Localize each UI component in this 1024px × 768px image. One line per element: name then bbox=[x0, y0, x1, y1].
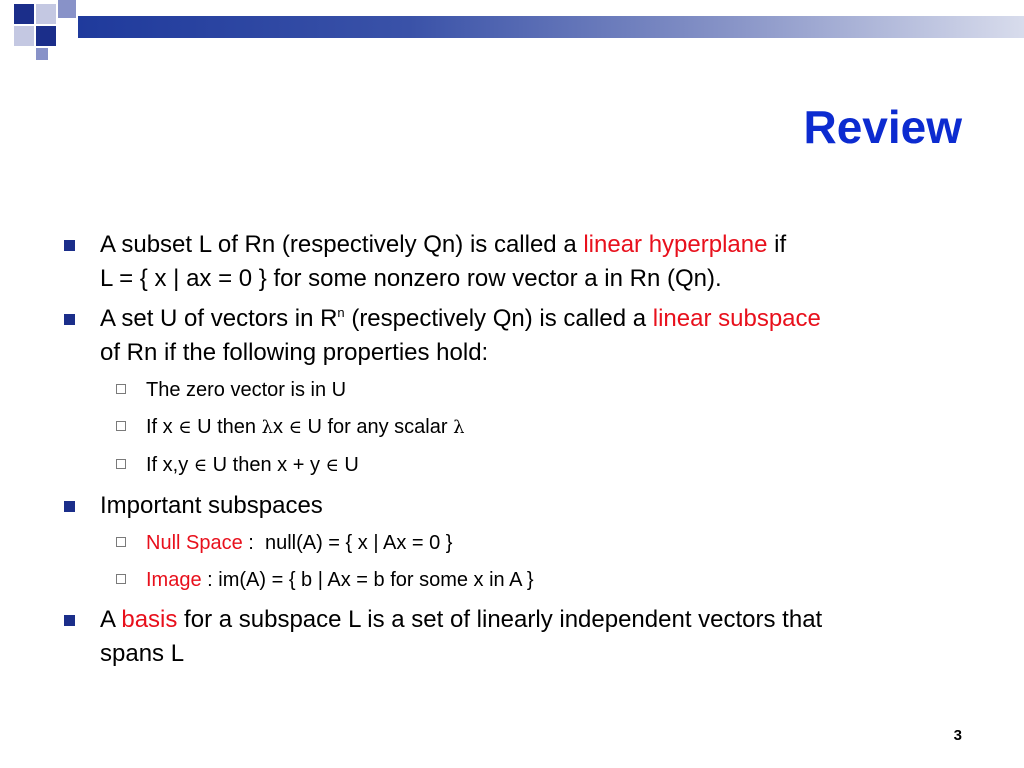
subitem-text: If x bbox=[146, 416, 179, 438]
term-linear-hyperplane: linear hyperplane bbox=[583, 231, 768, 258]
subitem-scalar-closure bbox=[62, 413, 972, 442]
header-decoration bbox=[0, 0, 1024, 70]
square-bullet-icon bbox=[64, 240, 75, 251]
slide-title: Review bbox=[803, 101, 962, 153]
element-of-symbol: ∈ bbox=[288, 417, 302, 438]
term-null-space: Null Space bbox=[146, 532, 243, 554]
square-bullet-icon bbox=[64, 314, 75, 325]
square-bullet-icon bbox=[64, 615, 75, 626]
bullet-text: for a subspace L is a set of linearly independent vectors that bbox=[177, 606, 823, 633]
hollow-square-bullet-icon bbox=[116, 537, 126, 547]
bullet-subspace bbox=[62, 302, 972, 370]
term-linear-subspace: linear subspace bbox=[652, 305, 821, 332]
page-number: 3 bbox=[953, 727, 962, 744]
subitem-text: U then x + y bbox=[207, 454, 326, 476]
bullet-text-line2: spans L bbox=[100, 640, 185, 667]
superscript-n: n bbox=[337, 305, 345, 320]
deco-square bbox=[36, 48, 48, 60]
deco-square bbox=[14, 26, 34, 46]
deco-square bbox=[58, 0, 76, 18]
hollow-square-bullet-icon bbox=[116, 384, 126, 394]
subitem-text: U bbox=[338, 454, 359, 476]
subitem-text: : im(A) = { b | Ax = b for some x in A } bbox=[201, 569, 534, 591]
square-bullet-icon bbox=[64, 501, 75, 512]
lambda-symbol: λ bbox=[453, 417, 465, 438]
bullet-important-subspaces bbox=[62, 489, 972, 523]
bullet-hyperplane bbox=[62, 228, 972, 296]
deco-square bbox=[36, 26, 56, 46]
bullet-basis bbox=[62, 603, 972, 671]
hollow-square-bullet-icon bbox=[116, 421, 126, 431]
subitem-text: : null(A) = { x | Ax = 0 } bbox=[242, 532, 453, 554]
subitem-text: U then bbox=[191, 416, 262, 438]
bullet-text: A set U of vectors in R bbox=[100, 305, 338, 332]
bullet-text: A bbox=[100, 606, 122, 633]
term-basis: basis bbox=[121, 606, 178, 633]
bullet-text: (respectively Qn) is called a bbox=[344, 305, 653, 332]
bullet-text-line2: L = { x | ax = 0 } for some nonzero row vector a in Rn (Qn). bbox=[100, 265, 722, 292]
term-image: Image bbox=[146, 569, 202, 591]
element-of-symbol: ∈ bbox=[325, 455, 339, 476]
subitem-image bbox=[62, 566, 972, 594]
bullet-text: if bbox=[767, 231, 787, 258]
bullet-text-line2: of Rn if the following properties hold: bbox=[100, 339, 489, 366]
bullet-text: A subset L of Rn (respectively Qn) is called a bbox=[100, 231, 584, 258]
element-of-symbol: ∈ bbox=[193, 455, 208, 476]
element-of-symbol: ∈ bbox=[178, 417, 192, 438]
subitem-text: U for any scalar bbox=[301, 416, 454, 438]
bullet-text: Important subspaces bbox=[100, 492, 323, 519]
lambda-symbol: λ bbox=[261, 417, 274, 438]
hollow-square-bullet-icon bbox=[116, 574, 126, 584]
subitem-null-space bbox=[62, 529, 972, 557]
subitem-text: x bbox=[273, 416, 289, 438]
deco-square bbox=[36, 4, 56, 24]
subitem-text: The zero vector is in U bbox=[146, 379, 347, 401]
deco-square bbox=[14, 4, 34, 24]
header-gradient-bar bbox=[78, 16, 1024, 38]
slide-body bbox=[62, 228, 972, 677]
subitem-additive-closure bbox=[62, 451, 972, 480]
subitem-text: If x,y bbox=[146, 454, 194, 476]
hollow-square-bullet-icon bbox=[116, 459, 126, 469]
subitem-zero-vector bbox=[62, 376, 972, 404]
